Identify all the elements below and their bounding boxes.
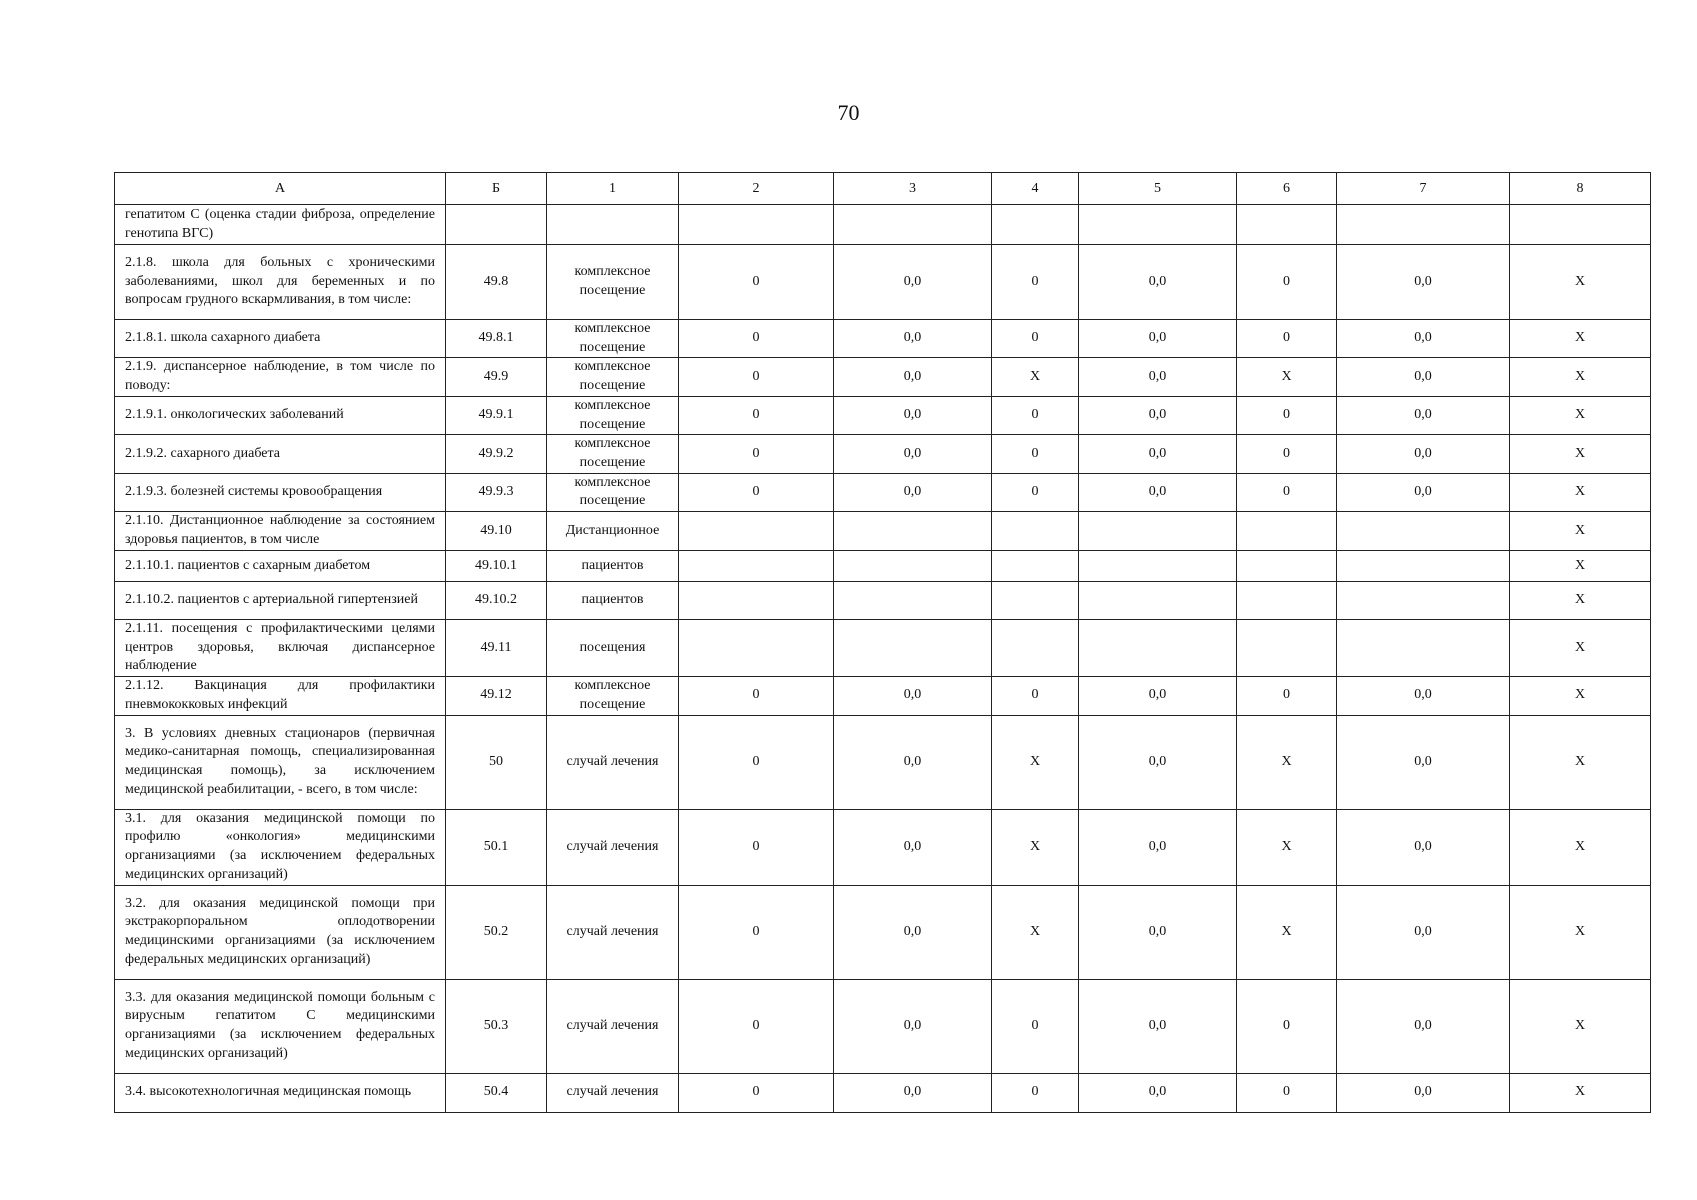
- cell-col3: 0,0: [834, 677, 992, 715]
- cell-name: 2.1.8.1. школа сахарного диабета: [115, 320, 446, 358]
- cell-col7: [1337, 582, 1510, 620]
- table-row: [115, 979, 1651, 1073]
- cell-unit: комплексное посещение: [547, 320, 679, 358]
- cell-col5: 0,0: [1079, 885, 1237, 979]
- table-row: [115, 358, 1651, 396]
- column-header: 3: [834, 173, 992, 205]
- cell-col4: [992, 512, 1079, 551]
- cell-col4: Х: [992, 715, 1079, 809]
- cell-col3: [834, 205, 992, 245]
- cell-name: 2.1.8. школа для больных с хроническими заболеваниями, школ для беременных и по вопросам грудного вскармливания, в том числе:: [115, 245, 446, 320]
- table-row: [115, 205, 1651, 245]
- cell-name: 2.1.9.3. болезней системы кровообращения: [115, 473, 446, 511]
- cell-col4: [992, 582, 1079, 620]
- cell-code: 49.9: [446, 358, 547, 396]
- cell-name: 2.1.10.1. пациентов с сахарным диабетом: [115, 551, 446, 582]
- cell-col4: 0: [992, 677, 1079, 715]
- cell-col2: 0: [679, 885, 834, 979]
- cell-name: 2.1.10.2. пациентов с артериальной гипертензией: [115, 582, 446, 620]
- cell-col7: 0,0: [1337, 715, 1510, 809]
- cell-col2: [679, 551, 834, 582]
- cell-col2: [679, 512, 834, 551]
- cell-col3: [834, 551, 992, 582]
- cell-col5: 0,0: [1079, 473, 1237, 511]
- cell-name: 2.1.9.2. сахарного диабета: [115, 435, 446, 473]
- cell-col8: Х: [1510, 512, 1651, 551]
- cell-code: 49.11: [446, 620, 547, 677]
- cell-col4: Х: [992, 358, 1079, 396]
- cell-col7: 0,0: [1337, 809, 1510, 885]
- cell-code: 49.9.3: [446, 473, 547, 511]
- table-row: [115, 551, 1651, 582]
- cell-col3: 0,0: [834, 979, 992, 1073]
- cell-col2: 0: [679, 715, 834, 809]
- cell-col8: Х: [1510, 551, 1651, 582]
- cell-col3: 0,0: [834, 245, 992, 320]
- cell-unit: комплексное посещение: [547, 677, 679, 715]
- cell-name: 3.1. для оказания медицинской помощи по профилю «онкология» медицинскими организациями (за исключением федеральных медицинских организаций): [115, 809, 446, 885]
- cell-code: [446, 205, 547, 245]
- cell-name: гепатитом С (оценка стадии фиброза, определение генотипа ВГС): [115, 205, 446, 245]
- cell-unit: комплексное посещение: [547, 358, 679, 396]
- cell-col6: 0: [1237, 979, 1337, 1073]
- cell-code: 50.2: [446, 885, 547, 979]
- cell-code: 49.9.1: [446, 396, 547, 434]
- table-row: [115, 885, 1651, 979]
- cell-unit: комплексное посещение: [547, 245, 679, 320]
- cell-col2: 0: [679, 245, 834, 320]
- cell-name: 2.1.11. посещения с профилактическими целями центров здоровья, включая диспансерное наблюдение: [115, 620, 446, 677]
- cell-col6: [1237, 551, 1337, 582]
- cell-col6: 0: [1237, 473, 1337, 511]
- cell-col4: 0: [992, 1073, 1079, 1112]
- cell-col2: [679, 205, 834, 245]
- cell-col4: [992, 551, 1079, 582]
- cell-col6: Х: [1237, 358, 1337, 396]
- cell-col7: 0,0: [1337, 677, 1510, 715]
- header-row: [115, 173, 1651, 205]
- cell-col6: [1237, 512, 1337, 551]
- cell-col2: 0: [679, 320, 834, 358]
- column-header: 4: [992, 173, 1079, 205]
- cell-col5: 0,0: [1079, 677, 1237, 715]
- cell-name: 3. В условиях дневных стационаров (первичная медико-санитарная помощь, специализированная медицинская помощь), за исключением медицинской реабилитации, - всего, в том числе:: [115, 715, 446, 809]
- cell-col5: [1079, 205, 1237, 245]
- cell-col5: 0,0: [1079, 245, 1237, 320]
- cell-name: 3.3. для оказания медицинской помощи больным с вирусным гепатитом С медицинскими организациями (за исключением федеральных медицинских организаций): [115, 979, 446, 1073]
- cell-code: 49.10.1: [446, 551, 547, 582]
- cell-col5: 0,0: [1079, 809, 1237, 885]
- table-row: [115, 512, 1651, 551]
- cell-col3: 0,0: [834, 435, 992, 473]
- table-row: [115, 435, 1651, 473]
- data-table: [114, 172, 1651, 1113]
- cell-col5: 0,0: [1079, 1073, 1237, 1112]
- cell-col7: 0,0: [1337, 358, 1510, 396]
- cell-col7: [1337, 620, 1510, 677]
- cell-col8: Х: [1510, 473, 1651, 511]
- cell-col2: 0: [679, 677, 834, 715]
- cell-col7: [1337, 512, 1510, 551]
- cell-col7: 0,0: [1337, 473, 1510, 511]
- cell-unit: случай лечения: [547, 885, 679, 979]
- cell-col8: Х: [1510, 809, 1651, 885]
- table-row: [115, 582, 1651, 620]
- cell-col5: [1079, 582, 1237, 620]
- cell-col8: Х: [1510, 245, 1651, 320]
- cell-name: 3.4. высокотехнологичная медицинская помощь: [115, 1073, 446, 1112]
- cell-col3: 0,0: [834, 885, 992, 979]
- cell-name: 2.1.10. Дистанционное наблюдение за состоянием здоровья пациентов, в том числе: [115, 512, 446, 551]
- cell-col8: Х: [1510, 1073, 1651, 1112]
- cell-col6: 0: [1237, 435, 1337, 473]
- cell-code: 50.3: [446, 979, 547, 1073]
- cell-col2: 0: [679, 473, 834, 511]
- cell-col4: 0: [992, 245, 1079, 320]
- cell-col8: Х: [1510, 715, 1651, 809]
- cell-name: 2.1.12. Вакцинация для профилактики пневмококковых инфекций: [115, 677, 446, 715]
- cell-unit: [547, 205, 679, 245]
- cell-col3: 0,0: [834, 809, 992, 885]
- cell-col3: 0,0: [834, 320, 992, 358]
- page-number: 70: [837, 100, 860, 125]
- cell-code: 49.8.1: [446, 320, 547, 358]
- cell-col2: 0: [679, 1073, 834, 1112]
- column-header: 8: [1510, 173, 1651, 205]
- cell-col5: 0,0: [1079, 396, 1237, 434]
- cell-col6: 0: [1237, 677, 1337, 715]
- column-header: 2: [679, 173, 834, 205]
- column-header: 6: [1237, 173, 1337, 205]
- cell-unit: пациентов: [547, 551, 679, 582]
- cell-col3: [834, 582, 992, 620]
- cell-col6: 0: [1237, 1073, 1337, 1112]
- cell-col7: 0,0: [1337, 885, 1510, 979]
- cell-col8: Х: [1510, 435, 1651, 473]
- cell-col4: Х: [992, 809, 1079, 885]
- column-header: 1: [547, 173, 679, 205]
- table-row: [115, 715, 1651, 809]
- cell-col3: [834, 620, 992, 677]
- cell-col7: 0,0: [1337, 320, 1510, 358]
- cell-col3: [834, 512, 992, 551]
- cell-unit: Дистанционное: [547, 512, 679, 551]
- cell-col6: Х: [1237, 715, 1337, 809]
- cell-col5: 0,0: [1079, 358, 1237, 396]
- table-row: [115, 473, 1651, 511]
- cell-col4: Х: [992, 885, 1079, 979]
- cell-col7: [1337, 551, 1510, 582]
- cell-col3: 0,0: [834, 473, 992, 511]
- cell-col2: 0: [679, 979, 834, 1073]
- cell-col8: Х: [1510, 396, 1651, 434]
- cell-unit: посещения: [547, 620, 679, 677]
- cell-code: 49.10.2: [446, 582, 547, 620]
- cell-name: 2.1.9. диспансерное наблюдение, в том числе по поводу:: [115, 358, 446, 396]
- cell-code: 49.12: [446, 677, 547, 715]
- cell-col2: 0: [679, 358, 834, 396]
- cell-col4: 0: [992, 979, 1079, 1073]
- cell-col4: 0: [992, 396, 1079, 434]
- cell-col7: 0,0: [1337, 1073, 1510, 1112]
- cell-code: 50: [446, 715, 547, 809]
- cell-col7: 0,0: [1337, 245, 1510, 320]
- cell-col8: [1510, 205, 1651, 245]
- cell-unit: случай лечения: [547, 715, 679, 809]
- cell-col4: [992, 205, 1079, 245]
- cell-col6: [1237, 620, 1337, 677]
- cell-col4: [992, 620, 1079, 677]
- cell-col5: 0,0: [1079, 320, 1237, 358]
- table-row: [115, 1073, 1651, 1112]
- cell-unit: комплексное посещение: [547, 396, 679, 434]
- cell-col5: 0,0: [1079, 715, 1237, 809]
- cell-col3: 0,0: [834, 1073, 992, 1112]
- cell-col4: 0: [992, 320, 1079, 358]
- cell-code: 50.4: [446, 1073, 547, 1112]
- cell-unit: комплексное посещение: [547, 435, 679, 473]
- cell-col8: Х: [1510, 677, 1651, 715]
- cell-name: 3.2. для оказания медицинской помощи при экстракорпоральном оплодотворении медицинскими организациями (за исключением федеральных медицинских организаций): [115, 885, 446, 979]
- table-body: [115, 205, 1651, 1113]
- cell-col4: 0: [992, 435, 1079, 473]
- cell-code: 49.8: [446, 245, 547, 320]
- cell-unit: случай лечения: [547, 1073, 679, 1112]
- cell-col6: 0: [1237, 396, 1337, 434]
- cell-col8: Х: [1510, 582, 1651, 620]
- cell-unit: случай лечения: [547, 979, 679, 1073]
- column-header: Б: [446, 173, 547, 205]
- cell-col7: 0,0: [1337, 396, 1510, 434]
- table-row: [115, 245, 1651, 320]
- cell-col5: [1079, 512, 1237, 551]
- cell-col6: 0: [1237, 320, 1337, 358]
- cell-col2: 0: [679, 435, 834, 473]
- cell-col5: [1079, 620, 1237, 677]
- cell-col8: Х: [1510, 358, 1651, 396]
- cell-col3: 0,0: [834, 715, 992, 809]
- cell-col2: [679, 582, 834, 620]
- table-row: [115, 677, 1651, 715]
- cell-col2: [679, 620, 834, 677]
- cell-col6: 0: [1237, 245, 1337, 320]
- table-row: [115, 809, 1651, 885]
- cell-col8: Х: [1510, 320, 1651, 358]
- cell-col6: [1237, 582, 1337, 620]
- cell-code: 50.1: [446, 809, 547, 885]
- cell-unit: пациентов: [547, 582, 679, 620]
- table-row: [115, 396, 1651, 434]
- cell-unit: случай лечения: [547, 809, 679, 885]
- cell-code: 49.9.2: [446, 435, 547, 473]
- cell-col4: 0: [992, 473, 1079, 511]
- cell-col3: 0,0: [834, 358, 992, 396]
- column-header: 5: [1079, 173, 1237, 205]
- cell-col8: Х: [1510, 885, 1651, 979]
- cell-col8: Х: [1510, 620, 1651, 677]
- cell-unit: комплексное посещение: [547, 473, 679, 511]
- cell-col2: 0: [679, 809, 834, 885]
- cell-col5: 0,0: [1079, 979, 1237, 1073]
- table-header: [115, 173, 1651, 205]
- column-header: А: [115, 173, 446, 205]
- cell-col7: 0,0: [1337, 979, 1510, 1073]
- cell-col7: 0,0: [1337, 435, 1510, 473]
- cell-col6: Х: [1237, 809, 1337, 885]
- cell-col6: [1237, 205, 1337, 245]
- cell-col7: [1337, 205, 1510, 245]
- cell-name: 2.1.9.1. онкологических заболеваний: [115, 396, 446, 434]
- table-row: [115, 320, 1651, 358]
- cell-col2: 0: [679, 396, 834, 434]
- cell-col5: 0,0: [1079, 435, 1237, 473]
- cell-code: 49.10: [446, 512, 547, 551]
- table-row: [115, 620, 1651, 677]
- cell-col6: Х: [1237, 885, 1337, 979]
- cell-col5: [1079, 551, 1237, 582]
- cell-col3: 0,0: [834, 396, 992, 434]
- cell-col8: Х: [1510, 979, 1651, 1073]
- column-header: 7: [1337, 173, 1510, 205]
